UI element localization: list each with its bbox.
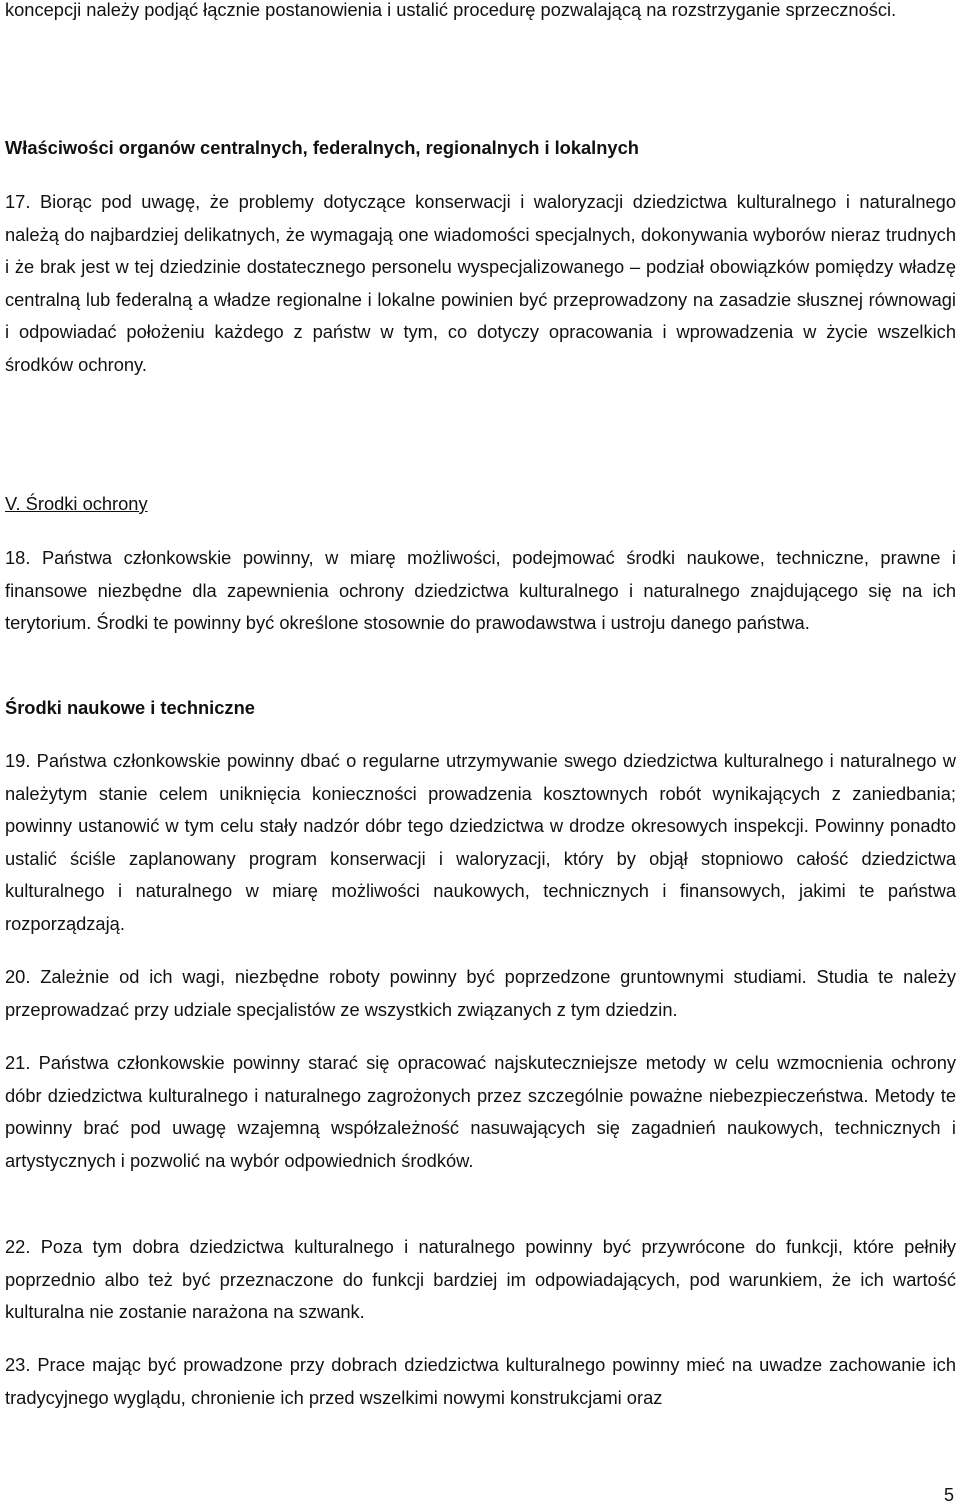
paragraph-23: 23. Prace mając być prowadzone przy dobrach dziedzictwa kulturalnego powinny mieć na uwadze zachowanie ich tradycyjnego wyglądu, chronienie ich przed wszelkimi nowymi konstrukcjami oraz (5, 1354, 956, 1408)
section-v-heading: V. Środki ochrony (5, 493, 148, 514)
paragraph-18: 18. Państwa członkowskie powinny, w miarę możliwości, podejmować środki naukowe, techniczne, prawne i finansowe niezbędne dla zapewnienia ochrony dziedzictwa kulturalnego i naturalnego znajdującego się na ich terytorium. Środki te powinny być określone stosownie do prawodawstwa i ustroju danego państwa. (5, 547, 956, 634)
intro-paragraph: koncepcji należy podjąć łącznie postanowienia i ustalić procedurę pozwalającą na rozstrzyganie sprzeczności. (5, 0, 897, 20)
paragraph-20: 20. Zależnie od ich wagi, niezbędne roboty powinny być poprzedzone gruntownymi studiami. Studia te należy przeprowadzać przy udziale specjalistów ze wszystkich związanych z tym dziedzin. (5, 966, 956, 1020)
paragraph-19: 19. Państwa członkowskie powinny dbać o regularne utrzymywanie swego dziedzictwa kulturalnego i naturalnego w należytym stanie celem uniknięcia konieczności prowadzenia kosztownych robót wynikających z zaniedbania; powinny ustanowić w tym celu stały nadzór dóbr tego dziedzictwa w drodze okresowych inspekcji. Powinny ponadto ustalić ściśle zaplanowany program konserwacji i waloryzacji, który by objął stopniowo całość dziedzictwa kulturalnego i naturalnego w miarę możliwości naukowych, technicznych i finansowych, jakimi te państwa rozporządzają. (5, 750, 956, 934)
paragraph-22: 22. Poza tym dobra dziedzictwa kulturalnego i naturalnego powinny być przywrócone do funkcji, które pełniły poprzednio albo też być przeznaczone do funkcji bardziej im odpowiadających, pod warunkiem, że ich wartość kulturalna nie zostanie narażona na szwank. (5, 1236, 956, 1323)
heading-properties: Właściwości organów centralnych, federalnych, regionalnych i lokalnych (5, 137, 639, 158)
page-number: 5 (943, 1485, 954, 1505)
paragraph-17: 17. Biorąc pod uwagę, że problemy dotyczące konserwacji i waloryzacji dziedzictwa kulturalnego i naturalnego należą do najbardziej delikatnych, że wymagają one wiadomości specjalnych, dokonywania wyborów nieraz trudnych i że brak jest w tej dziedzinie dostatecznego personelu wyspecjalizowanego – podział obowiązków pomiędzy władzę centralną lub federalną a władze regionalne i lokalne powinien być przeprowadzony na zasadzie słusznej równowagi i odpowiadać położeniu każdego z państw w tym, co dotyczy opracowania i wprowadzenia w życie wszelkich środków ochrony. (5, 191, 956, 375)
paragraph-21: 21. Państwa członkowskie powinny starać się opracować najskuteczniejsze metody w celu wzmocnienia ochrony dóbr dziedzictwa kulturalnego i naturalnego zagrożonych przez szczególnie poważne niebezpieczeństwa. Metody te powinny brać pod uwagę wzajemną współzależność nasuwających się zagadnień naukowych, technicznych i artystycznych i pozwolić na wybór odpowiednich środków. (5, 1052, 956, 1171)
heading-scientific: Środki naukowe i techniczne (5, 697, 255, 718)
